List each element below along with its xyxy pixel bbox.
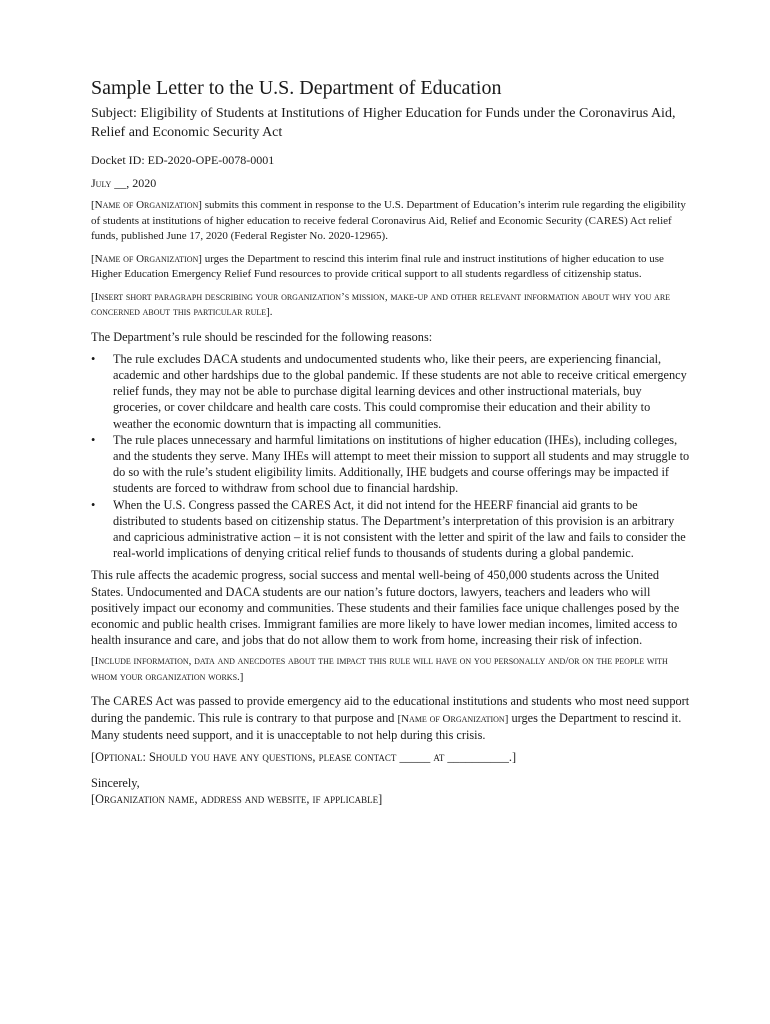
list-item (91, 432, 691, 497)
bullet-icon: • (91, 351, 96, 366)
cares-paragraph (91, 693, 691, 743)
org-placeholder: [Name of Organization] (91, 199, 202, 211)
reasons-list (91, 351, 691, 562)
sincerely: Sincerely, (91, 776, 140, 791)
include-info-placeholder: [Include information, data and anecdotes about the impact this rule will have on you personally and/or on the people with whom your organization works.] (91, 655, 668, 683)
urge-paragraph (91, 252, 691, 283)
org-placeholder: [Name of Organization] (91, 252, 202, 265)
letter-subject: Subject: Eligibility of Students at Institutions of Higher Education for Funds under the Coronavirus Aid, Relief and Economic Security Act (91, 106, 676, 140)
intro-paragraph (91, 198, 691, 245)
bullet-icon: • (91, 497, 96, 512)
mission-placeholder: [Insert short paragraph describing your organization’s mission, make-up and other relevant information about why you are concerned about this particular rule]. (91, 290, 671, 318)
reason-text: The rule excludes DACA students and undocumented students who, like their peers, are experiencing financial, academic and other hardships due to the global pandemic. If these students are not able to receive critical emergency relief funds, they may not be able to purchase digital learning devices and other instructional materials, buy groceries, or cover childcare and health care costs. This could compromise their education and their ability to weather the economic downturn that is impacting all communities. (113, 351, 687, 431)
intro-text: submits this comment in response to the U.S. Department of Education’s interim rule regarding the eligibility of students at institutions of higher education to receive federal Coronavirus Aid, Relief and Economic Security (CARES) Act relief funds, published June 17, 2020 (Federal Register No. 2020-12965). (91, 199, 686, 242)
signature-placeholder: [Organization name, address and website, if applicable] (91, 792, 383, 807)
reason-text: The rule places unnecessary and harmful limitations on institutions of higher education (IHEs), including colleges, and the students they serve. Many IHEs will attempt to meet their mission to support all students and may struggle to do so with the rule’s student eligibility limits. Additionally, IHE budgets and course offerings may be impacted if students are forced to withdraw from school due to financial hardship. (113, 432, 690, 496)
urge-text: urges the Department to rescind this interim final rule and instruct institutions of higher education to use Higher Education Emergency Relief Fund resources to provide critical support to all students regardless of citizenship status. (91, 252, 664, 280)
impact-paragraph: This rule affects the academic progress, social success and mental well-being of 450,000 students across the United States. Undocumented and DACA students are our nation’s future doctors, lawyers, teachers and leaders who will positively impact our economy and communities. These students and their families face unique challenges posed by the economic and public health crises. Immigrant families are more likely to have lower median incomes, limited access to health insurance and care, and jobs that do not allow them to work from home, increasing their risk of infection. (91, 568, 680, 648)
docket-id: Docket ID: ED-2020-OPE-0078-0001 (91, 153, 275, 167)
reasons-intro: The Department’s rule should be rescinded for the following reasons: (91, 329, 433, 344)
letter-date: July __, 2020 (91, 176, 157, 190)
list-item (91, 497, 691, 562)
cares-text: urges the Department to rescind it. Many students need support, and it is unacceptable to not help during this crisis. (91, 710, 682, 742)
bullet-icon: • (91, 432, 96, 447)
optional-contact: [Optional: Should you have any questions, please contact _____ at __________.] (91, 749, 517, 764)
letter-title: Sample Letter to the U.S. Department of Education (91, 77, 502, 99)
cares-text: The CARES Act was passed to provide emergency aid to the educational institutions and students who most need support during the pandemic. This rule is contrary to that purpose and (91, 694, 690, 725)
list-item (91, 351, 691, 432)
org-placeholder: [Name of Organization] (397, 712, 509, 725)
reason-text: When the U.S. Congress passed the CARES Act, it did not intend for the HEERF financial aid grants to be distributed to students based on citizenship status. The Department’s interpretation of this provision is an arbitrary and capricious administrative action – it is not consistent with the letter and spirit of the law and fails to consider the real-world implications of denying critical relief funds to thousands of students during a global pandemic. (113, 497, 686, 561)
letter-body (91, 76, 691, 808)
